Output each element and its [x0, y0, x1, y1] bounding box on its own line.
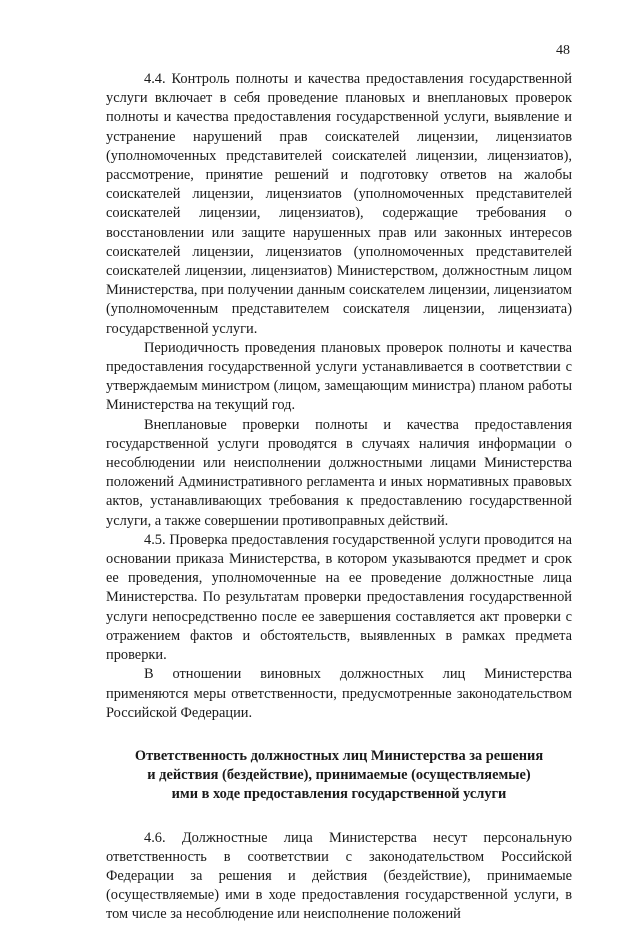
paragraph-liability-measures: В отношении виновных должностных лиц Министерства применяются меры ответственности, предусмотренные законодательством Российской Федерации.: [106, 666, 572, 721]
document-body: [106, 70, 572, 925]
heading-line-3: ими в ходе предоставления государственной услуги: [171, 786, 507, 803]
paragraph-4-4: 4.4. Контроль полноты и качества предоставления государственной услуги включает в себя проведение плановых и внеплановых проверок полноты и качества предоставления государственной услуги, выявление и устранение нарушений прав соискателей лицензии, лицензиатов (уполномоченных представителей соискателей лицензии, лицензиатов), рассмотрение, принятие решений и подготовку ответов на жалобы соискателей лицензии, лицензиатов (уполномоченных представителей соискателей лицензии, лицензиатов), содержащие требования о восстановлении или защите нарушенных прав или законных интересов соискателей лицензии, лицензиатов (уполномоченных представителей соискателей лицензии, лицензиатов) Министерством, должностным лицом Министерства, при получении данным соискателем лицензии, лицензиатом (уполномоченным представителем соискателя лицензии, лицензиата) государственной услуги.: [106, 71, 572, 337]
heading-line-1: Ответственность должностных лиц Министерства за решения: [134, 747, 544, 764]
paragraph-planned-checks: Периодичность проведения плановых проверок полноты и качества предоставления государственной услуги устанавливается в соответствии с утверждаемым министром (лицом, замещающим министра) планом работы Министерства на текущий год.: [106, 339, 572, 414]
heading-line-2: и действия (бездействие), принимаемые (осуществляемые): [147, 767, 531, 784]
paragraph-4-6: 4.6. Должностные лица Министерства несут персональную ответственность в соответствии с законодательством Российской Федерации за решения и действия (бездействие), принимаемые (осуществляемые) ими в ходе предоставления государственной услуги, в том числе за несоблюдение или неисполнение положений: [106, 829, 572, 923]
paragraph-4-5: 4.5. Проверка предоставления государственной услуги проводится на основании приказа Министерства, в котором указываются предмет и срок ее проведения, уполномоченные на ее проведение должностные лица Министерства. По результатам проверки предоставления государственной услуги непосредственно после ее завершения составляется акт проверки с отражением фактов и обстоятельств, выявленных в рамках предмета проверки.: [106, 531, 572, 664]
paragraph-unplanned-checks: Внеплановые проверки полноты и качества предоставления государственной услуги проводятся в случаях наличия информации о несоблюдении или неисполнении должностными лицами Министерства положений Административного регламента и иных нормативных правовых актов, устанавливающих требования к предоставлению государственной услуги, а также совершении противоправных действий.: [106, 416, 572, 529]
page-number: 48: [556, 43, 570, 58]
section-heading: [106, 747, 572, 805]
